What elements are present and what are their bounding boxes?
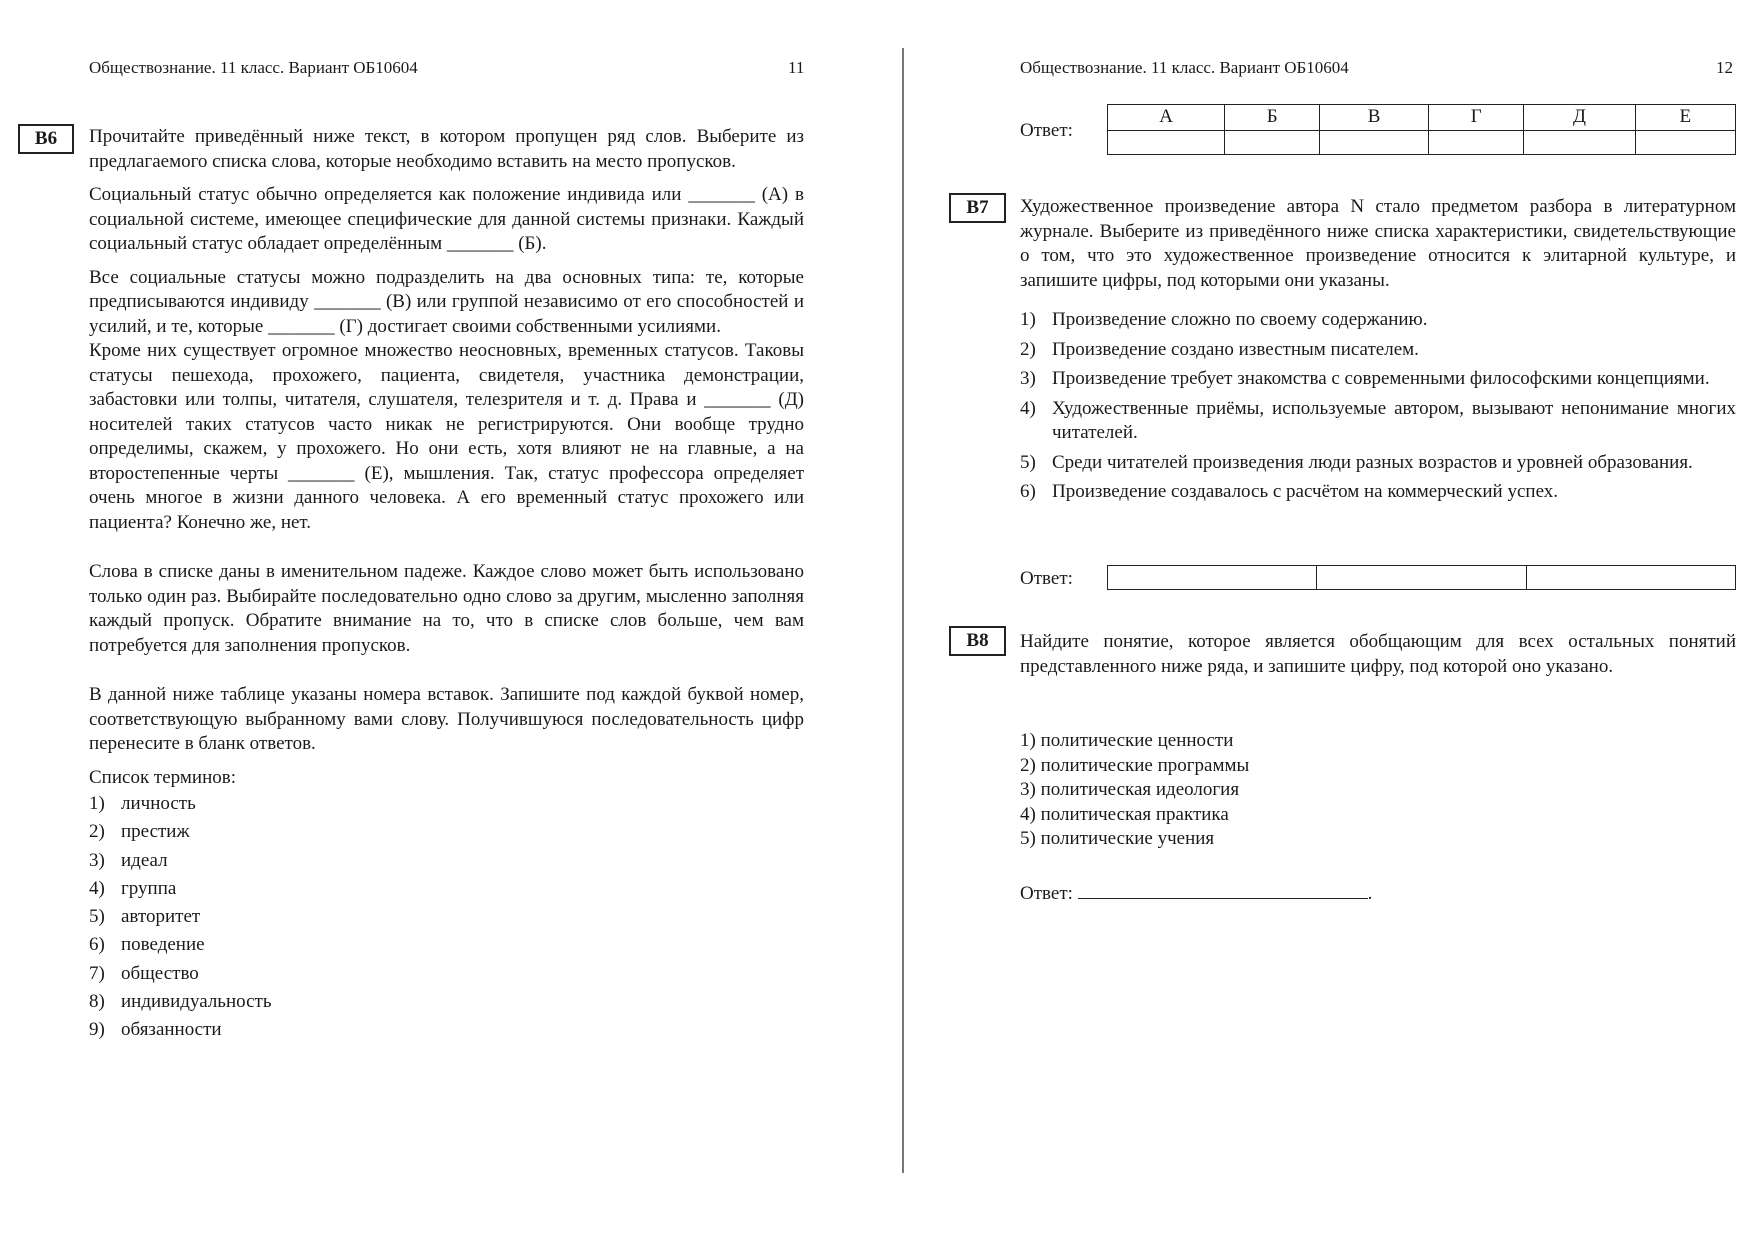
option-number: 4) [1020, 397, 1036, 419]
b6-answer-table [1107, 104, 1736, 155]
answer-letter-cell: Е [1635, 105, 1735, 131]
b8-option-item: 1) политические ценности [1020, 730, 1234, 751]
option-text: Произведение создано известным писателем. [1052, 338, 1419, 360]
b7-question-text: Художественное произведение автора N стало предметом разбора в литературном журнале. Выберите из приведённого ниже списка характеристики, свидетельствующие о том, что это художественное произведение относится к элитарной культуре, и запишите цифры, под которыми они указаны. [1020, 196, 1736, 291]
option-number: 2) [1020, 338, 1036, 360]
b7-option-item [1020, 397, 1736, 446]
answer-letter-cell: Г [1429, 105, 1524, 131]
b7-option-item [1020, 480, 1736, 505]
term-number: 1) [89, 793, 105, 814]
option-text: Среди читателей произведения люди разных возрастов и уровней образования. [1052, 451, 1693, 473]
right-page-number: 12 [1716, 58, 1733, 77]
option-text: Произведение требует знакомства с современными философскими концепциями. [1052, 368, 1710, 389]
term-item [89, 960, 804, 988]
option-text: Художественные приёмы, используемые автором, вызывают непонимание многих читателей. [1052, 397, 1736, 443]
page-divider [902, 48, 904, 1173]
b8-option-item: 3) политическая идеология [1020, 779, 1240, 800]
term-number: 8) [89, 991, 105, 1013]
b6-answer-letters-row [1108, 105, 1736, 131]
b8-options [1020, 729, 1736, 852]
answer-input-cell[interactable] [1108, 130, 1225, 154]
term-text: авторитет [121, 906, 201, 928]
b6-terms-list [89, 790, 804, 1045]
b7-answer-label: Ответ: [1020, 568, 1073, 589]
b7-task-tag: В7 [949, 193, 1006, 223]
b7-option-item [1020, 451, 1736, 476]
right-page-header: Обществознание. 11 класс. Вариант ОБ10604 [1020, 58, 1349, 77]
term-text: группа [121, 877, 177, 899]
b7-answer-row [1108, 566, 1736, 590]
b7-option-item [1020, 308, 1736, 333]
b8-answer [1020, 878, 1372, 907]
term-number: 5) [89, 906, 105, 928]
term-text: престиж [121, 821, 190, 843]
term-text: идеал [121, 849, 168, 871]
term-item [89, 818, 804, 846]
term-item [89, 903, 804, 931]
answer-input-cell[interactable] [1317, 566, 1526, 590]
term-number: 3) [89, 849, 105, 871]
term-text: индивидуальность [121, 991, 272, 1013]
option-number: 5) [1020, 451, 1036, 473]
term-text: личность [121, 793, 196, 814]
b8-option-item: 5) политические учения [1020, 828, 1215, 849]
term-text: обязанности [121, 1019, 222, 1041]
answer-input-cell[interactable] [1524, 130, 1635, 154]
answer-input-cell[interactable] [1225, 130, 1320, 154]
b6-task-body [89, 125, 804, 1045]
term-item [89, 847, 804, 875]
option-number: 1) [1020, 309, 1036, 330]
b8-answer-line[interactable] [1078, 878, 1368, 899]
term-number: 4) [89, 877, 105, 899]
b7-option-item [1020, 338, 1736, 363]
b6-answer-label: Ответ: [1020, 120, 1073, 141]
b8-answer-end: . [1367, 883, 1373, 904]
term-text: общество [121, 962, 199, 984]
b7-question [1020, 195, 1736, 293]
option-number: 3) [1020, 368, 1036, 389]
b8-answer-label: Ответ: [1020, 883, 1073, 904]
option-text: Произведение создавалось с расчётом на коммерческий успех. [1052, 481, 1559, 502]
b6-task-tag: В6 [18, 124, 74, 154]
b6-text-para-2: Все социальные статусы можно подразделить на два основных типа: те, которые предписываются индивиду _______ (В) или группой независимо от его способностей и усилий, и те, которые _______ (Г) достигает своими собственными усилиями. [89, 266, 804, 337]
answer-letter-cell: А [1108, 105, 1225, 131]
b8-option-item: 4) политическая практика [1020, 803, 1229, 825]
answer-input-cell[interactable] [1526, 566, 1735, 590]
left-page-header: Обществознание. 11 класс. Вариант ОБ10604 [89, 58, 418, 77]
b6-answer-input-row [1108, 130, 1736, 154]
term-number: 6) [89, 934, 105, 956]
b7-answer-table [1107, 565, 1736, 590]
b6-text-para-3: Кроме них существует огромное множество неосновных, временных статусов. Таковы статусы пешехода, прохожего, пациента, свидетеля, участника демонстрации, забастовки или толпы, читателя, слушателя, телезрителя и т. д. Права и _______ (Д) носителей таких статусов часто никак не регистрируются. Они вообще трудно определимы, скажем, у прохожего. Но они есть, хотя влияют не на главные, а на второстепенные черты _______ (Е), мышления. Так, статус профессора определяет очень многое в жизни данного человека. А его временный статус прохожего или пациента? Конечно же, нет. [89, 340, 804, 533]
term-number: 7) [89, 962, 105, 984]
term-number: 2) [89, 821, 105, 843]
left-page-number: 11 [788, 58, 805, 77]
b6-terms-title: Список терминов: [89, 766, 236, 788]
b6-instructions-1: Слова в списке даны в именительном падеже. Каждое слово может быть использовано только один раз. Выбирайте последовательно одно слово за другим, мысленно заполняя каждый пропуск. Обратите внимание на то, что в списке слов больше, чем вам потребуется для заполнения пропусков. [89, 561, 804, 656]
term-item [89, 1016, 804, 1044]
b8-option-item: 2) политические программы [1020, 754, 1250, 776]
term-item [89, 790, 804, 818]
term-text: поведение [121, 934, 205, 956]
b7-options-list [1020, 308, 1736, 505]
answer-input-cell[interactable] [1108, 566, 1317, 590]
b7-option-item [1020, 367, 1736, 392]
answer-input-cell[interactable] [1320, 130, 1429, 154]
term-item [89, 875, 804, 903]
b8-question [1020, 630, 1736, 679]
answer-letter-cell: Д [1524, 105, 1635, 131]
answer-input-cell[interactable] [1635, 130, 1735, 154]
answer-letter-cell: Б [1225, 105, 1320, 131]
term-number: 9) [89, 1019, 105, 1041]
term-item [89, 931, 804, 959]
b6-instructions-2: В данной ниже таблице указаны номера вставок. Запишите под каждой буквой номер, соответствующую выбранному вами слову. Получившуюся последовательность цифр перенесите в бланк ответов. [89, 684, 804, 754]
answer-letter-cell: В [1320, 105, 1429, 131]
option-text: Произведение сложно по своему содержанию. [1052, 309, 1428, 330]
option-number: 6) [1020, 481, 1036, 502]
b6-text-para-1: Социальный статус обычно определяется как положение индивида или _______ (А) в социальной системе, имеющее специфические для данной системы признаки. Каждый социальный статус обладает определённым _______ (Б). [89, 184, 804, 254]
b6-intro: Прочитайте приведённый ниже текст, в котором пропущен ряд слов. Выберите из предлагаемого списка слова, которые необходимо вставить на место пропусков. [89, 126, 804, 172]
b8-task-tag: В8 [949, 626, 1006, 656]
term-item [89, 988, 804, 1016]
answer-input-cell[interactable] [1429, 130, 1524, 154]
b7-options [1020, 308, 1736, 510]
b8-question-text: Найдите понятие, которое является обобщающим для всех остальных понятий представленного ниже ряда, и запишите цифру, под которой оно указано. [1020, 631, 1736, 677]
